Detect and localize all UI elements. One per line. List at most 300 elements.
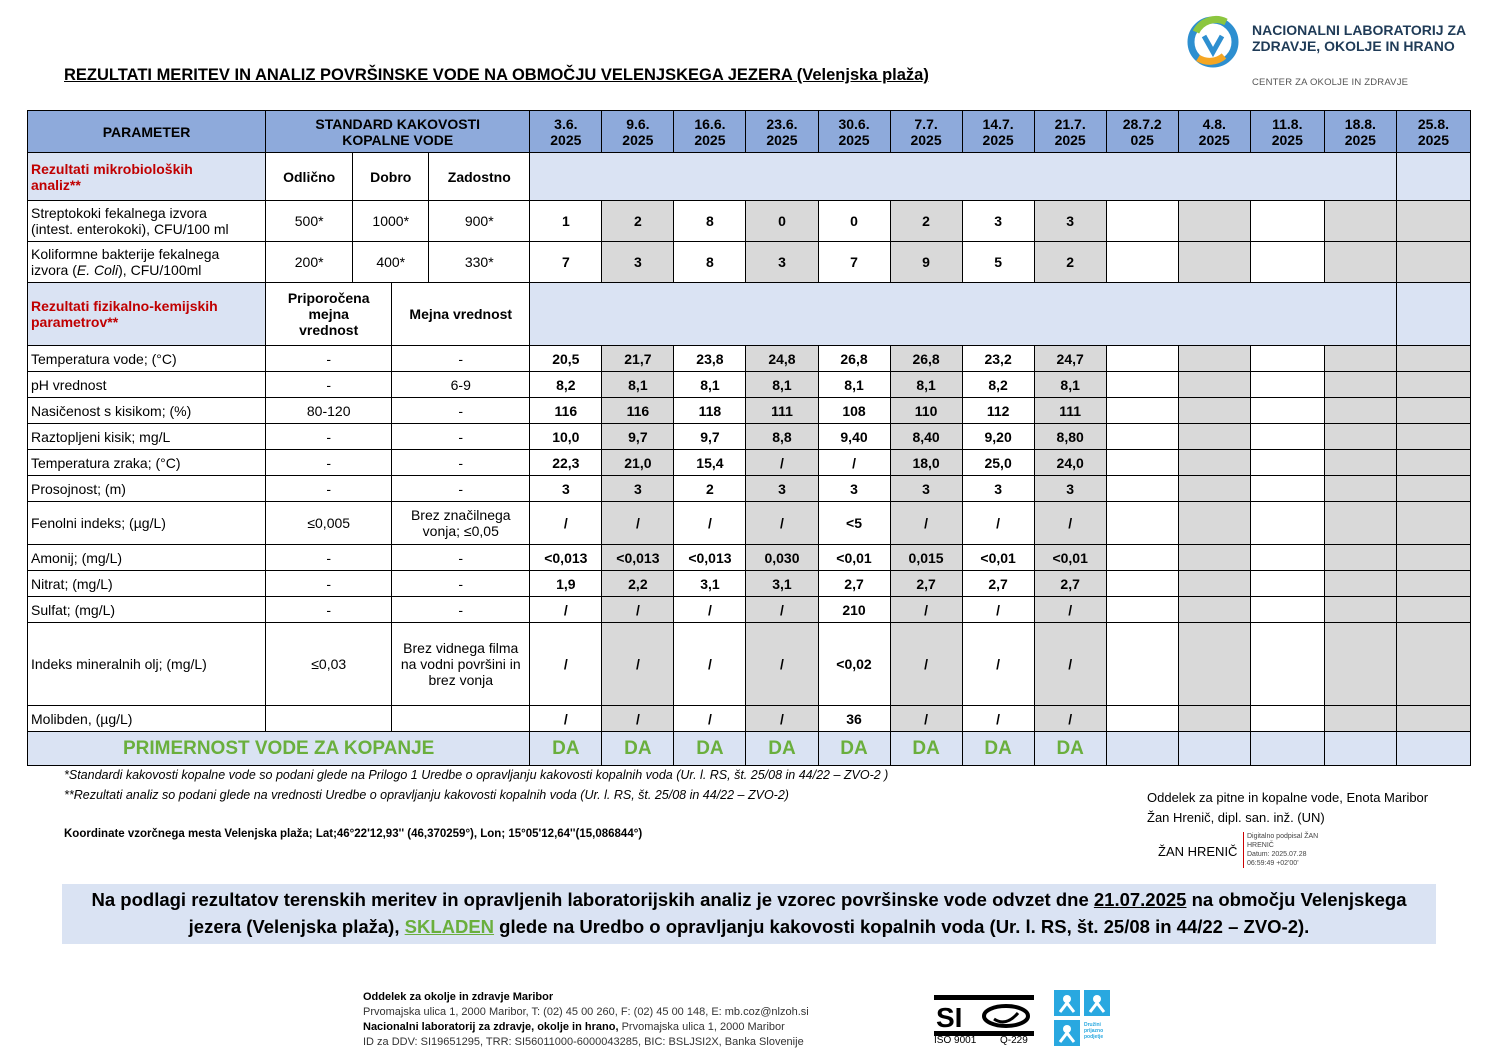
recommended-value: - — [266, 476, 392, 502]
standard-sufficient: 900* — [429, 201, 530, 242]
value-cell — [1324, 476, 1396, 502]
cert-iso: ISO 9001 — [934, 1035, 977, 1046]
value-cell: 110 — [890, 398, 962, 424]
rec-l2: mejna — [308, 306, 349, 322]
value-cell: 3 — [962, 201, 1034, 242]
date-line2: 2025 — [694, 131, 726, 148]
value-cell: 18,0 — [890, 450, 962, 476]
value-cell — [1106, 372, 1178, 398]
header-row — [28, 111, 1471, 153]
digital-l2: HRENIČ — [1247, 842, 1274, 849]
value-cell: 26,8 — [890, 346, 962, 372]
value-cell — [1250, 201, 1324, 242]
value-cell: 0,015 — [890, 545, 962, 571]
value-cell — [1178, 242, 1250, 283]
results-table — [27, 110, 1471, 766]
value-cell — [1250, 502, 1324, 545]
recommended-value: - — [266, 545, 392, 571]
value-cell — [1250, 706, 1324, 732]
value-cell: 7 — [818, 242, 890, 283]
value-cell: 9,40 — [818, 424, 890, 450]
table-row — [28, 242, 1471, 283]
concl-part2: na območju Velenjskega — [1186, 889, 1407, 910]
value-cell — [1178, 450, 1250, 476]
micro-label-l1: Rezultati mikrobioloških — [31, 160, 193, 177]
value-cell — [1250, 450, 1324, 476]
value-cell: / — [674, 597, 746, 623]
micro-section-row — [28, 153, 1471, 201]
parameter-name: Amonij; (mg/L) — [28, 545, 266, 571]
standard-good: 1000* — [353, 201, 429, 242]
value-cell: <0,01 — [818, 545, 890, 571]
chem-label-l2: parametrov** — [31, 314, 119, 330]
value-cell: 3 — [962, 476, 1034, 502]
value-cell — [1178, 597, 1250, 623]
value-cell: 116 — [530, 398, 602, 424]
value-cell: / — [1034, 502, 1106, 545]
value-cell: 10,0 — [530, 424, 602, 450]
value-cell — [1396, 424, 1470, 450]
table-row — [28, 372, 1471, 398]
value-cell — [1324, 242, 1396, 283]
date-header — [1106, 111, 1178, 153]
value-cell: 21,7 — [602, 346, 674, 372]
recommended-value: - — [266, 346, 392, 372]
suitability-value: DA — [962, 732, 1034, 766]
table-row — [28, 597, 1471, 623]
standard-excellent: 200* — [266, 242, 353, 283]
value-cell — [1178, 476, 1250, 502]
limit-value: Brez značilnega vonja; ≤0,05 — [392, 502, 530, 545]
col-limit: Mejna vrednost — [392, 283, 530, 346]
date-line1: 11.8. — [1272, 115, 1303, 132]
value-cell — [1106, 597, 1178, 623]
value-cell: 3 — [602, 476, 674, 502]
value-cell: 24,8 — [746, 346, 818, 372]
value-cell: 3 — [746, 476, 818, 502]
value-cell: 210 — [818, 597, 890, 623]
value-cell — [1178, 424, 1250, 450]
value-cell — [1250, 424, 1324, 450]
value-cell: 9 — [890, 242, 962, 283]
value-cell: / — [890, 502, 962, 545]
value-cell: / — [530, 623, 602, 706]
value-cell: 8,40 — [890, 424, 962, 450]
value-cell — [1250, 372, 1324, 398]
value-cell: 9,7 — [674, 424, 746, 450]
value-cell: 3 — [602, 242, 674, 283]
date-header — [1324, 111, 1396, 153]
value-cell: 8,1 — [674, 372, 746, 398]
value-cell: / — [746, 502, 818, 545]
date-line2: 2025 — [838, 131, 870, 148]
limit-value: - — [392, 450, 530, 476]
suitability-value — [1396, 732, 1470, 766]
value-cell — [1324, 346, 1396, 372]
limit-value: - — [392, 571, 530, 597]
value-cell — [1106, 450, 1178, 476]
digital-l1: Digitalno podpisal ŽAN — [1247, 833, 1319, 840]
value-cell — [1324, 450, 1396, 476]
value-cell: / — [530, 597, 602, 623]
date-header — [746, 111, 818, 153]
rec-l1: Priporočena — [287, 290, 370, 306]
micro-section-label — [28, 153, 266, 201]
value-cell: / — [746, 706, 818, 732]
recommended-value: - — [266, 571, 392, 597]
value-cell: 5 — [962, 242, 1034, 283]
date-line2: 2025 — [1198, 131, 1230, 148]
date-header — [1178, 111, 1250, 153]
value-cell: 112 — [962, 398, 1034, 424]
value-cell: 3 — [1034, 476, 1106, 502]
value-cell: 36 — [818, 706, 890, 732]
standard-header-l1: STANDARD KAKOVOSTI — [315, 115, 481, 132]
chem-section-row — [28, 283, 1471, 346]
concl-part1: Na podlagi rezultatov terenskih meritev in opravljenih laboratorijskih analiz je vzorec površinske vode odvzet dne — [91, 889, 1094, 910]
value-cell: / — [818, 450, 890, 476]
date-line1: 9.6. — [626, 115, 650, 132]
lab-name — [1252, 22, 1466, 54]
value-cell — [1396, 450, 1470, 476]
col-sufficient: Zadostno — [429, 153, 530, 201]
limit-value: Brez vidnega filma na vodni površini in brez vonja — [392, 623, 530, 706]
value-cell — [1178, 346, 1250, 372]
value-cell: 9,7 — [602, 424, 674, 450]
value-cell: / — [602, 623, 674, 706]
value-cell — [1250, 571, 1324, 597]
value-cell: <0,013 — [602, 545, 674, 571]
footer-inst-addr: Prvomajska ulica 1, 2000 Maribor — [618, 1021, 785, 1033]
footnote-2: **Rezultati analiz so podani glede na vrednosti Uredbe o opravljanju kakovosti kopalnih voda (Ur. l. RS, št. 25/08 in 44/22 – ZVO-2) — [64, 788, 789, 802]
table-row — [28, 424, 1471, 450]
footer-ids: ID za DDV: SI19651295, TRR: SI56011000-6000043285, BIC: BSLJSI2X, Banka Slovenije — [363, 1036, 804, 1048]
value-cell: / — [962, 706, 1034, 732]
value-cell — [1396, 346, 1470, 372]
value-cell: / — [890, 623, 962, 706]
value-cell: 8,1 — [602, 372, 674, 398]
value-cell: / — [962, 502, 1034, 545]
table-row — [28, 502, 1471, 545]
suitability-value: DA — [890, 732, 962, 766]
limit-value: - — [392, 346, 530, 372]
value-cell — [1396, 242, 1470, 283]
value-cell: 8,1 — [746, 372, 818, 398]
table-row — [28, 571, 1471, 597]
value-cell — [1250, 623, 1324, 706]
parameter-name — [28, 242, 266, 283]
table-row — [28, 545, 1471, 571]
value-cell: <0,01 — [962, 545, 1034, 571]
value-cell: 0 — [746, 201, 818, 242]
parameter-name: Fenolni indeks; (µg/L) — [28, 502, 266, 545]
value-cell — [1324, 201, 1396, 242]
value-cell: <0,013 — [530, 545, 602, 571]
value-cell — [1396, 571, 1470, 597]
value-cell: / — [602, 502, 674, 545]
parameter-name: Sulfat; (mg/L) — [28, 597, 266, 623]
value-cell — [1250, 476, 1324, 502]
recommended-value: ≤0,005 — [266, 502, 392, 545]
signature-person: Žan Hrenič, dipl. san. inž. (UN) — [1147, 810, 1325, 825]
value-cell: 8,80 — [1034, 424, 1106, 450]
value-cell — [1396, 372, 1470, 398]
value-cell: 8 — [674, 201, 746, 242]
parameter-name: Nasičenost s kisikom; (%) — [28, 398, 266, 424]
value-cell — [1106, 201, 1178, 242]
param-name-l1: Koliformne bakterije fekalnega — [31, 246, 220, 262]
value-cell — [1396, 398, 1470, 424]
cert-text: Družini prijazno podjetje — [1084, 1022, 1104, 1040]
value-cell: 2 — [890, 201, 962, 242]
signed-name: ŽAN HRENIČ — [1158, 844, 1238, 859]
date-line2: 2025 — [982, 131, 1014, 148]
value-cell: 8,8 — [746, 424, 818, 450]
param-name-l1: Streptokoki fekalnega izvora — [31, 205, 207, 221]
value-cell — [1250, 242, 1324, 283]
value-cell: 21,0 — [602, 450, 674, 476]
parameter-name: pH vrednost — [28, 372, 266, 398]
footer-inst: Nacionalni laboratorij za zdravje, okolje in hrano, — [363, 1021, 619, 1033]
suitability-label: PRIMERNOST VODE ZA KOPANJE — [28, 732, 530, 766]
value-cell: / — [674, 706, 746, 732]
footer — [363, 990, 809, 1050]
nlzoh-logo-icon — [1186, 12, 1248, 72]
value-cell: 3 — [746, 242, 818, 283]
footer-dept: Oddelek za okolje in zdravje Maribor — [363, 991, 554, 1003]
value-cell: 2,7 — [1034, 571, 1106, 597]
value-cell — [1106, 623, 1178, 706]
date-line1: 18.8. — [1344, 115, 1376, 132]
date-line1: 23.6. — [766, 115, 798, 132]
value-cell — [1178, 571, 1250, 597]
parameter-name — [28, 201, 266, 242]
conclusion — [62, 884, 1436, 944]
date-line2: 2025 — [550, 131, 582, 148]
suitability-value: DA — [602, 732, 674, 766]
parameter-name: Molibden, (µg/L) — [28, 706, 266, 732]
value-cell: / — [962, 623, 1034, 706]
date-line1: 4.8. — [1202, 115, 1226, 132]
value-cell: 2,2 — [602, 571, 674, 597]
value-cell — [1250, 545, 1324, 571]
page-title: REZULTATI MERITEV IN ANALIZ POVRŠINSKE VODE NA OBMOČJU VELENJSKEGA JEZERA (Velenjska plaža) — [64, 66, 929, 84]
recommended-value: - — [266, 424, 392, 450]
digital-signature — [1243, 832, 1318, 868]
date-line2: 2025 — [1344, 131, 1376, 148]
value-cell: / — [890, 706, 962, 732]
value-cell: 0 — [818, 201, 890, 242]
value-cell: 108 — [818, 398, 890, 424]
date-line2: 2025 — [1054, 131, 1086, 148]
date-line2: 2025 — [910, 131, 942, 148]
chem-label-l1: Rezultati fizikalno-kemijskih — [31, 298, 218, 314]
date-line2: 2025 — [766, 131, 798, 148]
value-cell: 2,7 — [818, 571, 890, 597]
suitability-value — [1178, 732, 1250, 766]
value-cell: 116 — [602, 398, 674, 424]
value-cell — [1324, 424, 1396, 450]
date-line2: 2025 — [1271, 131, 1303, 148]
value-cell: / — [602, 706, 674, 732]
digital-l3: Datum: 2025.07.28 — [1247, 851, 1307, 858]
value-cell — [1324, 545, 1396, 571]
value-cell: 24,0 — [1034, 450, 1106, 476]
value-cell: 2,7 — [890, 571, 962, 597]
value-cell: / — [1034, 706, 1106, 732]
value-cell: 2 — [602, 201, 674, 242]
param-name-l2b: ), CFU/100ml — [118, 262, 202, 278]
value-cell: <0,01 — [1034, 545, 1106, 571]
value-cell — [1106, 706, 1178, 732]
blank-band — [530, 153, 1397, 201]
value-cell: / — [962, 597, 1034, 623]
standard-excellent: 500* — [266, 201, 353, 242]
date-line1: 25.8. — [1417, 115, 1449, 132]
date-header — [1034, 111, 1106, 153]
value-cell — [1106, 398, 1178, 424]
table-row — [28, 476, 1471, 502]
lab-name-line2: ZDRAVJE, OKOLJE IN HRANO — [1252, 38, 1455, 54]
suitability-value — [1250, 732, 1324, 766]
value-cell — [1250, 346, 1324, 372]
footnote-1: *Standardi kakovosti kopalne vode so podani glede na Prilogo 1 Uredbe o opravljanju kakovosti kopalnih voda (Ur. l. RS, št. 25/08 in 44/22 – ZVO-2 ) — [64, 768, 889, 782]
value-cell: 15,4 — [674, 450, 746, 476]
value-cell — [1396, 597, 1470, 623]
svg-text:SI: SI — [936, 1002, 963, 1033]
parameter-header: PARAMETER — [28, 111, 266, 153]
value-cell: 23,2 — [962, 346, 1034, 372]
concl-part3: jezera (Velenjska plaža), — [188, 916, 405, 937]
value-cell: / — [1034, 623, 1106, 706]
concl-part4: glede na Uredbo o opravljanju kakovosti kopalnih voda (Ur. l. RS, št. 25/08 in 44/22 – ZVO-2). — [494, 916, 1310, 937]
param-name-l2-italic: E. Coli — [76, 262, 119, 278]
value-cell: 8,2 — [962, 372, 1034, 398]
value-cell — [1324, 706, 1396, 732]
value-cell: 1,9 — [530, 571, 602, 597]
table-row — [28, 706, 1471, 732]
date-header — [890, 111, 962, 153]
lab-center: CENTER ZA OKOLJE IN ZDRAVJE — [1252, 77, 1409, 88]
suitability-value: DA — [818, 732, 890, 766]
blank-band — [1396, 283, 1470, 346]
coordinates: Koordinate vzorčnega mesta Velenjska plaža; Lat;46°22'12,93'' (46,370259°), Lon; 15°05'12,64''(15,086844°) — [64, 828, 643, 840]
value-cell — [1178, 398, 1250, 424]
digital-l4: 06:59:49 +02'00' — [1247, 860, 1299, 867]
standard-sufficient: 330* — [429, 242, 530, 283]
value-cell — [1324, 571, 1396, 597]
micro-label-l2: analiz** — [31, 176, 81, 193]
value-cell: / — [530, 706, 602, 732]
param-name-l2a: izvora ( — [31, 262, 77, 278]
signature-dept: Oddelek za pitne in kopalne vode, Enota Maribor — [1147, 790, 1429, 805]
value-cell — [1324, 372, 1396, 398]
limit-value — [392, 706, 530, 732]
value-cell: 8,1 — [1034, 372, 1106, 398]
lab-name-line1: NACIONALNI LABORATORIJ ZA — [1252, 22, 1467, 38]
suitability-value: DA — [674, 732, 746, 766]
table-row — [28, 623, 1471, 706]
value-cell — [1250, 398, 1324, 424]
value-cell: 26,8 — [818, 346, 890, 372]
value-cell — [1106, 476, 1178, 502]
value-cell: 111 — [746, 398, 818, 424]
standard-good: 400* — [353, 242, 429, 283]
date-header — [1250, 111, 1324, 153]
value-cell: <0,02 — [818, 623, 890, 706]
concl-date: 21.07.2025 — [1093, 889, 1187, 910]
table-row — [28, 346, 1471, 372]
family-friendly-cert — [1054, 990, 1112, 1048]
value-cell — [1178, 706, 1250, 732]
value-cell: / — [674, 502, 746, 545]
value-cell: / — [890, 597, 962, 623]
value-cell: 22,3 — [530, 450, 602, 476]
value-cell: 111 — [1034, 398, 1106, 424]
date-line2: 2025 — [1417, 131, 1450, 148]
date-header — [818, 111, 890, 153]
recommended-value — [266, 706, 392, 732]
value-cell — [1324, 597, 1396, 623]
date-line1: 21.7. — [1054, 115, 1086, 132]
value-cell — [1106, 502, 1178, 545]
date-header — [674, 111, 746, 153]
date-line1: 30.6. — [838, 115, 870, 132]
value-cell: / — [746, 623, 818, 706]
value-cell: / — [746, 450, 818, 476]
date-line2: 025 — [1130, 131, 1154, 148]
chem-section-label — [28, 283, 266, 346]
parameter-name: Temperatura vode; (°C) — [28, 346, 266, 372]
date-line1: 3.6. — [554, 115, 578, 132]
value-cell: <5 — [818, 502, 890, 545]
value-cell — [1396, 201, 1470, 242]
recommended-value: ≤0,03 — [266, 623, 392, 706]
param-name-l2: (intest. enterokoki), CFU/100 ml — [31, 221, 229, 237]
recommended-value: 80-120 — [266, 398, 392, 424]
value-cell — [1106, 346, 1178, 372]
value-cell: 2 — [1034, 242, 1106, 283]
date-header — [962, 111, 1034, 153]
suitability-row — [28, 732, 1471, 766]
value-cell: 8 — [674, 242, 746, 283]
limit-value: - — [392, 597, 530, 623]
blank-band — [530, 283, 1397, 346]
value-cell: 9,20 — [962, 424, 1034, 450]
value-cell — [1178, 201, 1250, 242]
value-cell — [1396, 706, 1470, 732]
value-cell: 3 — [818, 476, 890, 502]
table-row — [28, 201, 1471, 242]
value-cell — [1324, 398, 1396, 424]
value-cell: 8,2 — [530, 372, 602, 398]
date-header — [1396, 111, 1470, 153]
value-cell — [1106, 424, 1178, 450]
parameter-name: Temperatura zraka; (°C) — [28, 450, 266, 476]
value-cell: 20,5 — [530, 346, 602, 372]
value-cell: 3 — [1034, 201, 1106, 242]
limit-value: - — [392, 476, 530, 502]
footer-address: Prvomajska ulica 1, 2000 Maribor, T: (02) 45 00 260, F: (02) 45 00 148, E: mb.coz@nlzoh.si — [363, 1006, 809, 1018]
value-cell — [1250, 597, 1324, 623]
value-cell — [1324, 502, 1396, 545]
value-cell — [1396, 502, 1470, 545]
limit-value: - — [392, 424, 530, 450]
blank-band — [1396, 153, 1470, 201]
value-cell: / — [746, 597, 818, 623]
date-line1: 28.7.2 — [1122, 115, 1162, 132]
value-cell: 24,7 — [1034, 346, 1106, 372]
